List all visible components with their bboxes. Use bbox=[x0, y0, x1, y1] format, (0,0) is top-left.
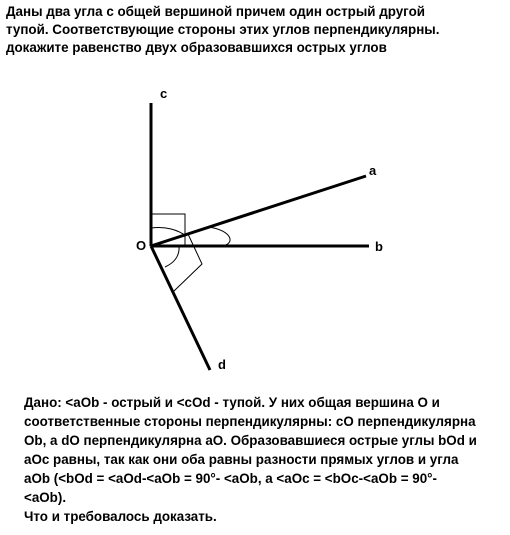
solution-line: Ob, а dO перпендикулярна aO. Образовавшиеся острые углы bOd и bbox=[24, 433, 477, 448]
problem-line: Даны два угла с общей вершиной причем один острый другой bbox=[6, 4, 425, 19]
solution-line: <aOb). bbox=[24, 490, 67, 505]
solution-line: Что и требовалось доказать. bbox=[24, 509, 217, 524]
solution-text bbox=[24, 393, 506, 526]
problem-line: тупой. Соответствующие стороны этих углов перпендикулярны. bbox=[6, 22, 440, 37]
angle-arc-bod bbox=[165, 246, 179, 267]
solution-line: aOc равны, так как они оба равны разности прямых углов и угла bbox=[24, 452, 459, 467]
label-a: a bbox=[369, 163, 377, 178]
label-o: O bbox=[136, 238, 147, 253]
angle-arc-aoc bbox=[151, 227, 186, 236]
solution-line: соответственные стороны перпендикулярны: cO перпендикулярна bbox=[24, 414, 476, 429]
label-d: d bbox=[218, 357, 226, 372]
angle-arc-aob bbox=[208, 227, 230, 246]
right-angle-mark-aod bbox=[174, 234, 202, 291]
label-b: b bbox=[375, 239, 383, 254]
problem-line: докажите равенство двух образовавшихся острых углов bbox=[6, 40, 387, 55]
label-c: c bbox=[160, 86, 168, 101]
ray-oa bbox=[151, 176, 366, 246]
solution-line: aOb (<bOd = <aOd-<aOb = 90°- <aOb, а <aOc = <bOc-<aOb = 90°- bbox=[24, 471, 437, 486]
solution-line: Дано: <aOb - острый и <cOd - тупой. У них общая вершина О и bbox=[24, 395, 440, 410]
